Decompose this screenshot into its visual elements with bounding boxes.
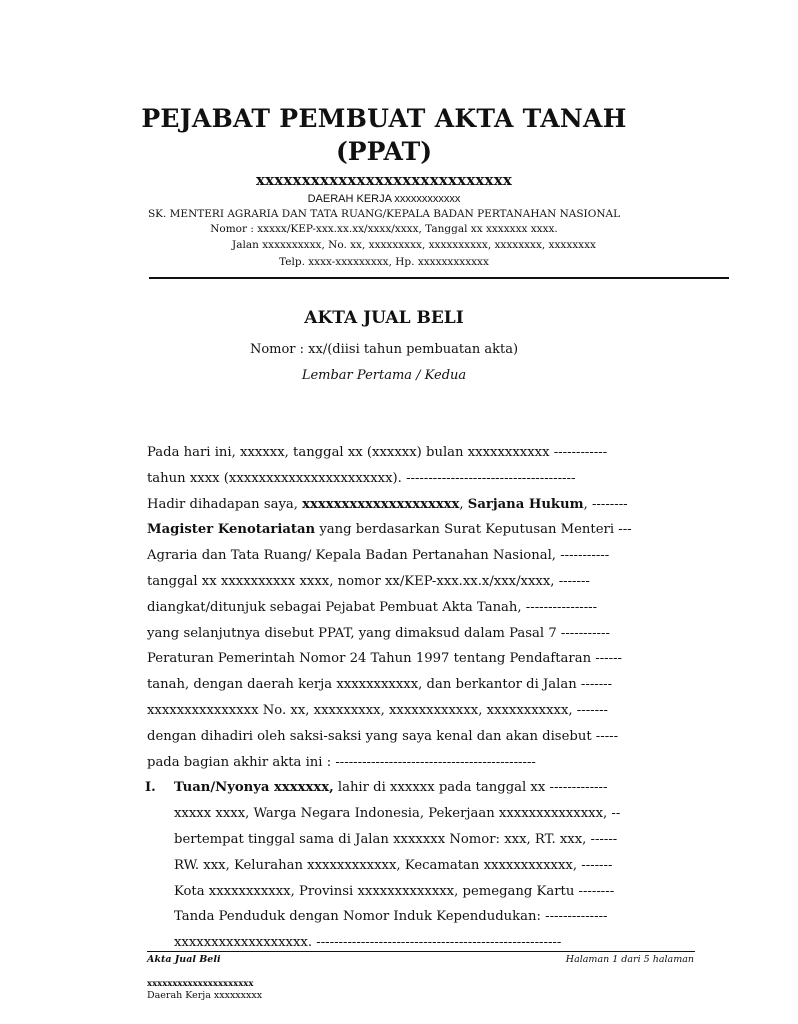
body-line: Pada hari ini, xxxxxx, tanggal xx (xxxxxx) bulan xxxxxxxxxxx ------------ [147,445,608,460]
decree-number: Nomor : xxxxx/KEP-xxx.xx.xx/xxxx/xxxx, Tanggal xx xxxxxxx xxxx. [210,223,558,235]
party-line: Tanda Penduduk dengan Nomor Induk Kependudukan: -------------- [174,909,608,925]
body-line: tanah, dengan daerah kerja xxxxxxxxxxx, dan berkantor di Jalan ------- [147,677,613,693]
body-text: lahir di xxxxxx pada tanggal xx ------------- [333,780,608,796]
body-text: , [459,496,468,512]
degree-title: Sarjana Hukum [467,496,584,512]
degree-title: Magister Kenotariatan [147,522,316,538]
footer-work-area: Daerah Kerja xxxxxxxxx [147,990,263,1001]
body-line [147,492,695,518]
party-line: Kota xxxxxxxxxxx, Provinsi xxxxxxxxxxxxx, pemegang Kartu -------- [174,883,615,899]
body-text: Hadir dihadapan saya, [147,496,303,512]
footer-doc-title: Akta Jual Beli [147,954,221,965]
page-indicator: Halaman 1 dari 5 halaman [565,954,694,965]
header-divider [149,277,729,279]
body-line: Agraria dan Tata Ruang/ Kepala Badan Pertanahan Nasional, ----------- [147,548,610,564]
office-address: Jalan xxxxxxxxxx, No. xx, xxxxxxxxx, xxxxxxxxxx, xxxxxxxx, xxxxxxxx [232,239,596,251]
body-line: dengan dihadiri oleh saksi-saksi yang saya kenal dan akan disebut ----- [147,728,619,744]
body-line: tahun xxxx (xxxxxxxxxxxxxxxxxxxxxx). -------------------------------------- [147,470,576,486]
deed-title: AKTA JUAL BELI [304,308,464,328]
body-line: Peraturan Pemerintah Nomor 24 Tahun 1997 tentang Pendaftaran ------ [147,651,622,667]
deed-body [147,440,695,956]
work-area: DAERAH KERJA xxxxxxxxxxxx [307,193,461,205]
party-line: xxxxxxxxxxxxxxxxxx. ------------------------------------------------------- [174,935,562,951]
office-title: PEJABAT PEMBUAT AKTA TANAH [141,104,627,133]
office-phone: Telp. xxxx-xxxxxxxxx, Hp. xxxxxxxxxxxx [279,256,489,268]
body-line: diangkat/ditunjuk sebagai Pejabat Pembuat Akta Tanah, ---------------- [147,599,598,615]
decree-line: SK. MENTERI AGRARIA DAN TATA RUANG/KEPALA BADAN PERTANAHAN NASIONAL [147,208,621,220]
body-line: pada bagian akhir akta ini : --------------------------------------------- [147,754,536,770]
footer-officer-name: xxxxxxxxxxxxxxxxxxxxx [147,979,254,989]
deed-copy: Lembar Pertama / Kedua [301,368,467,383]
party-line: RW. xxx, Kelurahan xxxxxxxxxxxx, Kecamatan xxxxxxxxxxxx, ------- [174,857,613,873]
party-line: bertempat tinggal sama di Jalan xxxxxxx Nomor: xxx, RT. xxx, ------ [174,831,618,847]
party-line [147,775,695,801]
body-text: yang berdasarkan Surat Keputusan Menteri --- [315,522,632,538]
body-line: tanggal xx xxxxxxxxxx xxxx, nomor xx/KEP-xxx.xx.x/xxx/xxxx, ------- [147,573,590,589]
body-line: xxxxxxxxxxxxxxx No. xx, xxxxxxxxx, xxxxxxxxxxxx, xxxxxxxxxxx, ------- [147,702,608,718]
party-number: I. [145,780,156,796]
footer-divider [147,951,695,952]
body-line [147,517,695,543]
party-line: xxxxx xxxx, Warga Negara Indonesia, Pekerjaan xxxxxxxxxxxxxx, -- [174,806,621,822]
officer-name: xxxxxxxxxxxxxxxxxxxxxxxxxxxx [255,171,512,189]
deed-number: Nomor : xx/(diisi tahun pembuatan akta) [249,342,519,357]
body-line: yang selanjutnya disebut PPAT, yang dimaksud dalam Pasal 7 ----------- [147,625,610,641]
party-name: Tuan/Nyonya xxxxxxx, [174,780,334,796]
officer-name-inline: xxxxxxxxxxxxxxxxxxxx [302,496,460,512]
body-text: , -------- [583,496,628,512]
office-abbreviation: (PPAT) [335,137,433,166]
